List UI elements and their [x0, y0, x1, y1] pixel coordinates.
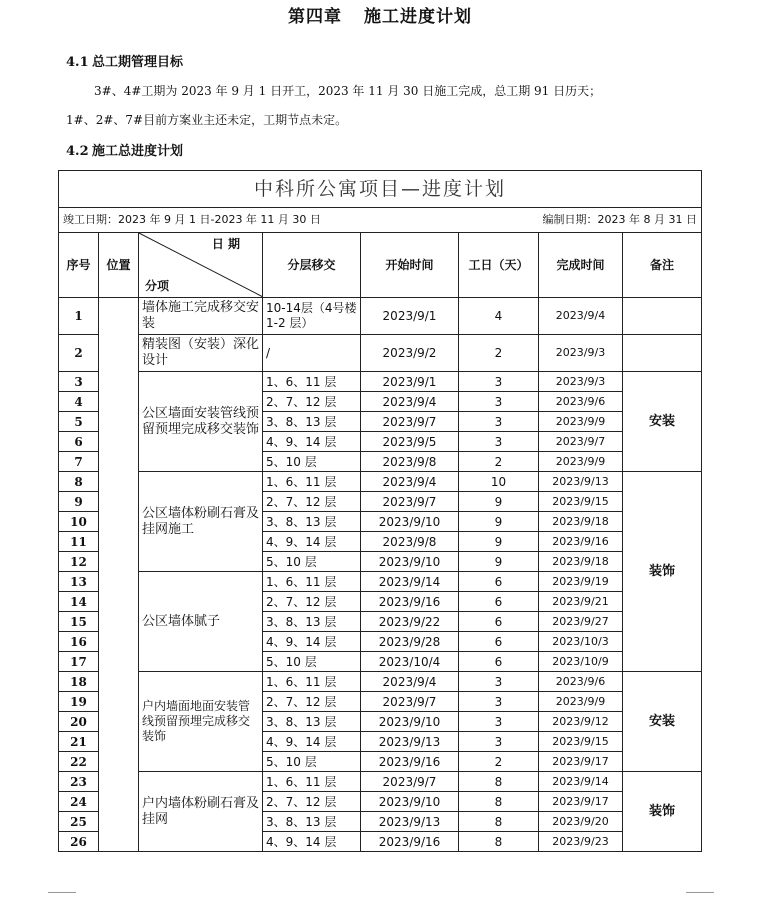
remark-cell: 装饰	[623, 472, 702, 672]
remark-cell	[623, 298, 702, 335]
start-cell: 2023/9/4	[361, 392, 459, 412]
remark-cell: 装饰	[623, 772, 702, 852]
table-row	[59, 335, 702, 372]
section-heading-4-1	[66, 51, 183, 70]
days-cell: 4	[459, 298, 539, 335]
days-cell: 3	[459, 672, 539, 692]
finish-cell: 2023/9/16	[539, 532, 623, 552]
remark-cell	[623, 335, 702, 372]
paragraph-line-1: 3#、4#工期为 2023 年 9 月 1 日开工，2023 年 11 月 30 日施工完成，总工期 91 日历天；	[94, 84, 602, 98]
finish-cell: 2023/9/6	[539, 672, 623, 692]
finish-cell: 2023/9/4	[539, 298, 623, 335]
days-cell: 3	[459, 372, 539, 392]
finish-cell: 2023/9/9	[539, 412, 623, 432]
finish-cell: 2023/9/12	[539, 712, 623, 732]
section-number: 4.1	[66, 55, 89, 70]
completion-period: 竣工日期：2023 年 9 月 1 日-2023 年 11 月 30 日	[63, 213, 321, 226]
start-cell: 2023/9/1	[361, 372, 459, 392]
table-row	[59, 672, 702, 692]
row-no: 4	[59, 392, 99, 412]
schedule-table	[58, 170, 702, 852]
finish-cell: 2023/9/18	[539, 512, 623, 532]
finish-cell: 2023/9/19	[539, 572, 623, 592]
item-cell: 墙体施工完成移交安装	[139, 298, 263, 335]
start-cell: 2023/9/10	[361, 712, 459, 732]
item-cell: 户内墙体粉刷石膏及挂网	[139, 772, 263, 852]
item-cell: 公区墙体腻子	[139, 572, 263, 672]
header-diagonal	[139, 233, 263, 298]
header-pos: 位置	[99, 233, 139, 298]
days-cell: 3	[459, 732, 539, 752]
start-cell: 2023/9/4	[361, 672, 459, 692]
row-no: 11	[59, 532, 99, 552]
footer-mark-right	[686, 892, 714, 893]
start-cell: 2023/9/7	[361, 692, 459, 712]
row-no: 16	[59, 632, 99, 652]
row-no: 10	[59, 512, 99, 532]
finish-cell: 2023/9/9	[539, 452, 623, 472]
floor-cell: 4、9、14 层	[263, 432, 361, 452]
days-cell: 9	[459, 492, 539, 512]
row-no: 19	[59, 692, 99, 712]
start-cell: 2023/9/7	[361, 492, 459, 512]
start-cell: 2023/9/16	[361, 592, 459, 612]
floor-cell: 1、6、11 层	[263, 372, 361, 392]
section-heading-4-2	[66, 140, 183, 159]
floor-cell: 3、8、13 层	[263, 412, 361, 432]
start-cell: 2023/9/8	[361, 452, 459, 472]
chapter-name: 施工进度计划	[364, 7, 472, 27]
chapter-title	[0, 2, 760, 27]
finish-cell: 2023/9/20	[539, 812, 623, 832]
header-remark: 备注	[623, 233, 702, 298]
start-cell: 2023/9/14	[361, 572, 459, 592]
finish-cell: 2023/9/6	[539, 392, 623, 412]
row-no: 2	[59, 335, 99, 372]
start-cell: 2023/9/10	[361, 552, 459, 572]
item-cell: 精装图（安装）深化设计	[139, 335, 263, 372]
days-cell: 2	[459, 452, 539, 472]
floor-cell: 1、6、11 层	[263, 472, 361, 492]
floor-cell: 5、10 层	[263, 752, 361, 772]
finish-cell: 2023/9/21	[539, 592, 623, 612]
table-row	[59, 772, 702, 792]
floor-cell: 4、9、14 层	[263, 632, 361, 652]
finish-cell: 2023/9/9	[539, 692, 623, 712]
row-no: 18	[59, 672, 99, 692]
start-cell: 2023/9/28	[361, 632, 459, 652]
days-cell: 2	[459, 752, 539, 772]
start-cell: 2023/9/8	[361, 532, 459, 552]
days-cell: 8	[459, 832, 539, 852]
start-cell: 2023/9/22	[361, 612, 459, 632]
start-cell: 2023/9/10	[361, 512, 459, 532]
section-number: 4.2	[66, 144, 89, 159]
finish-cell: 2023/9/14	[539, 772, 623, 792]
item-cell: 公区墙体粉刷石膏及挂网施工	[139, 472, 263, 572]
table-row	[59, 372, 702, 392]
days-cell: 6	[459, 592, 539, 612]
header-item-label: 分项	[145, 279, 170, 293]
start-cell: 2023/9/7	[361, 412, 459, 432]
start-cell: 2023/10/4	[361, 652, 459, 672]
section-title: 总工期管理目标	[92, 55, 184, 70]
finish-cell: 2023/9/18	[539, 552, 623, 572]
row-no: 15	[59, 612, 99, 632]
floor-cell: 1、6、11 层	[263, 672, 361, 692]
floor-cell: 3、8、13 层	[263, 512, 361, 532]
floor-cell: /	[263, 335, 361, 372]
floor-cell: 5、10 层	[263, 552, 361, 572]
floor-cell: 5、10 层	[263, 652, 361, 672]
floor-cell: 3、8、13 层	[263, 812, 361, 832]
header-start: 开始时间	[361, 233, 459, 298]
remark-cell: 安装	[623, 672, 702, 772]
floor-cell: 5、10 层	[263, 452, 361, 472]
position-cell	[99, 298, 139, 852]
start-cell: 2023/9/2	[361, 335, 459, 372]
finish-cell: 2023/9/15	[539, 732, 623, 752]
row-no: 7	[59, 452, 99, 472]
days-cell: 6	[459, 572, 539, 592]
days-cell: 9	[459, 552, 539, 572]
start-cell: 2023/9/4	[361, 472, 459, 492]
remark-cell: 安装	[623, 372, 702, 472]
days-cell: 3	[459, 692, 539, 712]
table-row	[59, 298, 702, 335]
item-cell: 公区墙面安装管线预留预埋完成移交装饰	[139, 372, 263, 472]
row-no: 1	[59, 298, 99, 335]
row-no: 9	[59, 492, 99, 512]
days-cell: 2	[459, 335, 539, 372]
days-cell: 3	[459, 392, 539, 412]
finish-cell: 2023/9/15	[539, 492, 623, 512]
row-no: 24	[59, 792, 99, 812]
finish-cell: 2023/9/23	[539, 832, 623, 852]
floor-cell: 3、8、13 层	[263, 612, 361, 632]
start-cell: 2023/9/7	[361, 772, 459, 792]
floor-cell: 10-14层（4号楼 1-2 层）	[263, 298, 361, 335]
floor-cell: 4、9、14 层	[263, 832, 361, 852]
row-no: 23	[59, 772, 99, 792]
floor-cell: 2、7、12 层	[263, 692, 361, 712]
floor-cell: 2、7、12 层	[263, 392, 361, 412]
compile-date: 编制日期：2023 年 8 月 31 日	[542, 213, 698, 226]
floor-cell: 2、7、12 层	[263, 592, 361, 612]
finish-cell: 2023/9/3	[539, 372, 623, 392]
finish-cell: 2023/9/27	[539, 612, 623, 632]
days-cell: 3	[459, 432, 539, 452]
finish-cell: 2023/9/13	[539, 472, 623, 492]
finish-cell: 2023/9/17	[539, 752, 623, 772]
chapter-number: 第四章	[288, 7, 342, 27]
paragraph-line-2: 1#、2#、7#目前方案业主还未定，工期节点未定。	[66, 113, 348, 127]
floor-cell: 2、7、12 层	[263, 792, 361, 812]
days-cell: 3	[459, 712, 539, 732]
finish-cell: 2023/10/9	[539, 652, 623, 672]
days-cell: 9	[459, 532, 539, 552]
start-cell: 2023/9/10	[361, 792, 459, 812]
row-no: 13	[59, 572, 99, 592]
days-cell: 6	[459, 652, 539, 672]
floor-cell: 1、6、11 层	[263, 572, 361, 592]
table-title: 中科所公寓项目—进度计划	[59, 171, 702, 208]
start-cell: 2023/9/16	[361, 752, 459, 772]
finish-cell: 2023/10/3	[539, 632, 623, 652]
row-no: 21	[59, 732, 99, 752]
start-cell: 2023/9/16	[361, 832, 459, 852]
row-no: 5	[59, 412, 99, 432]
section-title: 施工总进度计划	[92, 144, 184, 159]
row-no: 12	[59, 552, 99, 572]
header-floor: 分层移交	[263, 233, 361, 298]
row-no: 25	[59, 812, 99, 832]
table-row	[59, 572, 702, 592]
days-cell: 6	[459, 632, 539, 652]
days-cell: 3	[459, 412, 539, 432]
row-no: 3	[59, 372, 99, 392]
floor-cell: 2、7、12 层	[263, 492, 361, 512]
header-days: 工日（天）	[459, 233, 539, 298]
days-cell: 9	[459, 512, 539, 532]
header-date-label: 日 期	[211, 237, 240, 251]
row-no: 6	[59, 432, 99, 452]
days-cell: 6	[459, 612, 539, 632]
floor-cell: 4、9、14 层	[263, 532, 361, 552]
floor-cell: 3、8、13 层	[263, 712, 361, 732]
row-no: 26	[59, 832, 99, 852]
floor-cell: 1、6、11 层	[263, 772, 361, 792]
row-no: 14	[59, 592, 99, 612]
item-cell: 户内墙面地面安装管线预留预埋完成移交装饰	[139, 672, 263, 772]
days-cell: 8	[459, 792, 539, 812]
finish-cell: 2023/9/7	[539, 432, 623, 452]
row-no: 20	[59, 712, 99, 732]
start-cell: 2023/9/5	[361, 432, 459, 452]
table-meta-row	[59, 208, 702, 233]
start-cell: 2023/9/1	[361, 298, 459, 335]
footer-mark-left	[48, 892, 76, 893]
start-cell: 2023/9/13	[361, 732, 459, 752]
finish-cell: 2023/9/3	[539, 335, 623, 372]
finish-cell: 2023/9/17	[539, 792, 623, 812]
header-seq: 序号	[59, 233, 99, 298]
row-no: 17	[59, 652, 99, 672]
start-cell: 2023/9/13	[361, 812, 459, 832]
days-cell: 10	[459, 472, 539, 492]
days-cell: 8	[459, 772, 539, 792]
table-row	[59, 472, 702, 492]
row-no: 8	[59, 472, 99, 492]
floor-cell: 4、9、14 层	[263, 732, 361, 752]
header-finish: 完成时间	[539, 233, 623, 298]
days-cell: 8	[459, 812, 539, 832]
row-no: 22	[59, 752, 99, 772]
